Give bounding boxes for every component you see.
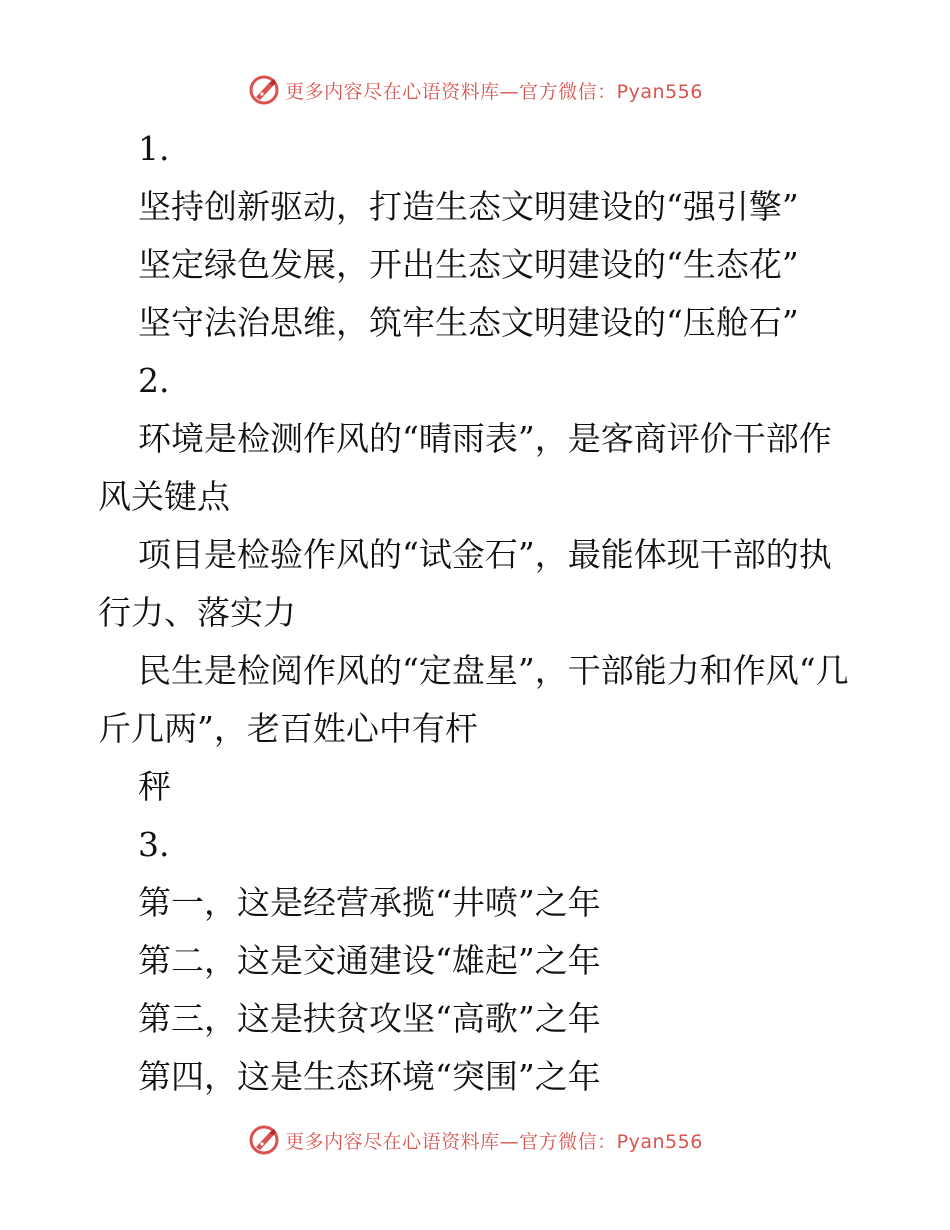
paragraph: 第二，这是交通建设“雄起”之年 [138,941,601,980]
section-number: 3. [138,825,170,864]
section-number: 1. [138,129,170,168]
paragraph: 环境是检测作风的“晴雨表”，是客商评价干部作风关键点 [98,419,832,516]
document-body [98,120,858,1106]
paragraph: 民生是检阅作风的“定盘星”，干部能力和作风“几斤几两”，老百姓心中有杆 [98,651,849,748]
paragraph: 秤 [138,767,171,806]
paragraph: 第一，这是经营承揽“井喷”之年 [138,883,601,922]
banner-text: 更多内容尽在心语资料库—官方微信：Pyan556 [285,1130,703,1153]
paragraph: 坚持创新驱动，打造生态文明建设的“强引擎” [138,187,799,226]
header-banner [0,70,950,110]
paragraph: 坚守法治思维，筑牢生态文明建设的“压舱石” [138,303,799,342]
paragraph: 项目是检验作风的“试金石”，最能体现干部的执行力、落实力 [98,535,832,632]
pen-nib-icon [247,1123,281,1157]
pen-nib-icon [247,73,281,107]
footer-banner [0,1120,950,1160]
banner-text: 更多内容尽在心语资料库—官方微信：Pyan556 [285,80,703,103]
paragraph: 坚定绿色发展，开出生态文明建设的“生态花” [138,245,799,284]
paragraph: 第三，这是扶贫攻坚“高歌”之年 [138,999,601,1038]
section-number: 2. [138,361,170,400]
paragraph: 第四，这是生态环境“突围”之年 [138,1057,601,1096]
